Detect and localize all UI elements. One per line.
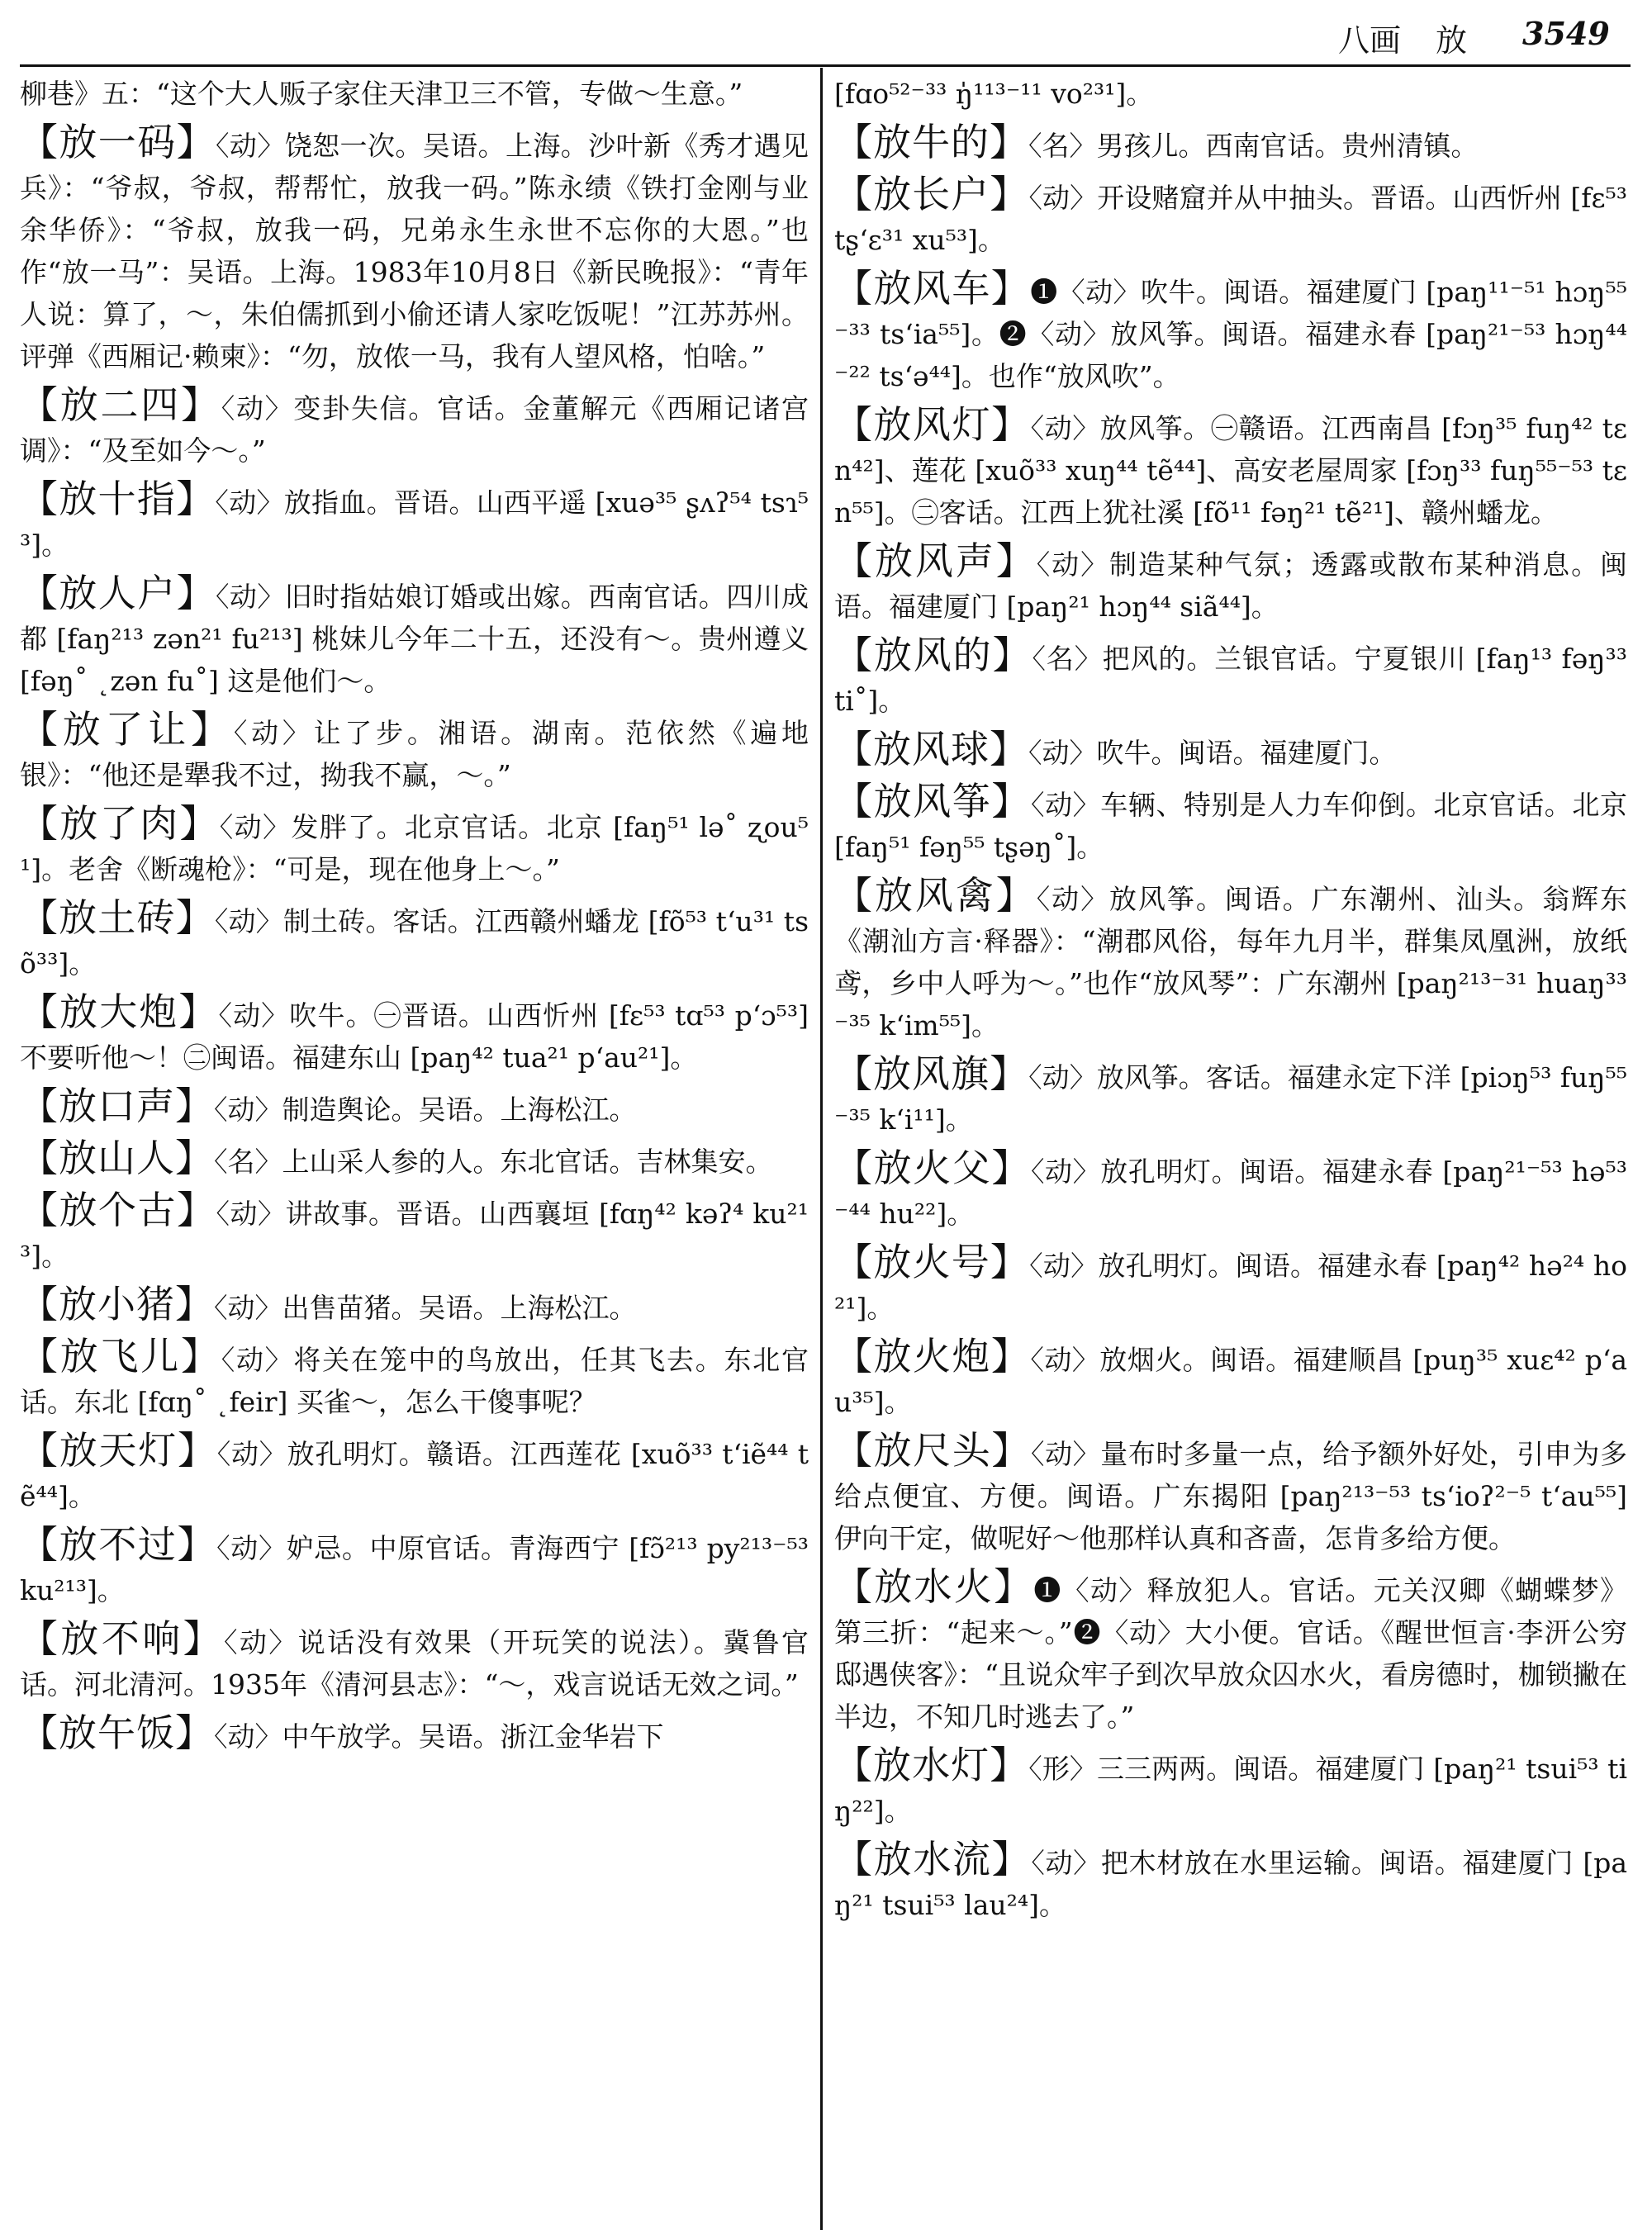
left-column [20, 73, 809, 2220]
entry-definition: 〈动〉中午放学。吴语。浙江金华岩下 [214, 1720, 664, 1753]
dictionary-entry [20, 572, 809, 702]
page-number: 3549 [1522, 15, 1610, 52]
entry-definition: 〈动〉把木材放在水里运输。闽语。福建厦门 [paŋ²¹ tsui⁵³ lau²⁴]。 [834, 1847, 1627, 1921]
dictionary-entry [20, 1336, 809, 1423]
entry-headword: 【放飞儿】 [20, 1334, 221, 1378]
entry-headword: 【放小猪】 [20, 1282, 214, 1326]
entry-definition: 〈动〉出售苗猪。吴语。上海松江。 [214, 1292, 637, 1324]
dictionary-entry [834, 1147, 1627, 1235]
dictionary-entry [834, 1336, 1627, 1423]
continuation-text: [fɑo⁵²⁻³³ ŋ̍¹¹³⁻¹¹ vo²³¹]。 [834, 78, 1154, 110]
entry-definition: 〈动〉发胖了。北京官话。北京 [faŋ⁵¹ lə˚ ʐou⁵¹]。老舍《断魂枪》：“可是，现在他身上～。” [20, 811, 809, 885]
entry-headword: 【放风筝】 [834, 779, 1031, 823]
entry-definition: 〈名〉把风的。兰银官话。宁夏银川 [faŋ¹³ fəŋ³³ ti˚]。 [834, 643, 1627, 717]
entry-definition: 〈动〉说话没有效果（开玩笑的说法）。冀鲁官话。河北清河。1935年《清河县志》：“～，戏言说话无效之词。” [20, 1626, 809, 1701]
entry-definition: 〈动〉放风筝。㊀赣语。江西南昌 [fɔŋ³⁵ fuŋ⁴² tɛn⁴²]、莲花 [xuõ³³ xuŋ⁴⁴ tẽ⁴⁴]、高安老屋周家 [fɔŋ³³ fuŋ⁵⁵⁻⁵³ tɛn⁵⁵]。㊁客话。江西上犹社溪 [fõ¹¹ fəŋ²¹ tẽ²¹]、赣州蟠龙。 [834, 412, 1627, 529]
dictionary-entry [834, 1053, 1627, 1141]
page-header [0, 0, 1652, 66]
header-stroke-category: 八画 [1338, 22, 1402, 59]
entry-headword: 【放土砖】 [20, 895, 215, 940]
entry-headword: 【放水流】 [834, 1837, 1032, 1881]
dictionary-entry [20, 1712, 809, 1758]
entry-definition: 〈动〉饶恕一次。吴语。上海。沙叶新《秀才遇见兵》：“爷叔，爷叔，帮帮忙，放我一码。”陈永绩《铁打金刚与业余华侨》：“爷叔，放我一码，兄弟永生永世不忘你的大恩。”也作“放一马”：吴语。上海。1983年10月8日《新民晚报》：“青年人说：算了，～，朱伯儒抓到小偷还请人家吃饭呢！”江苏苏州。评弹《西厢记·赖柬》：“勿，放侬一马，我有人望风格，怕啥。” [20, 130, 809, 372]
entry-definition: 〈形〉三三两两。闽语。福建厦门 [paŋ²¹ tsui⁵³ tiŋ²²]。 [834, 1753, 1627, 1827]
dictionary-entry [834, 634, 1627, 722]
entry-headword: 【放风旗】 [834, 1051, 1029, 1096]
entry-definition: 〈动〉吹牛。㊀晋语。山西忻州 [fɛ⁵³ tɑ⁵³ p‘ɔ⁵³] 不要听他～！㊁闽语。福建东山 [paŋ⁴² tua²¹ p‘au²¹]。 [20, 999, 809, 1074]
entry-definition: 〈动〉开设赌窟并从中抽头。晋语。山西忻州 [fɛ⁵³ tʂ‘ɛ³¹ xu⁵³]。 [834, 182, 1627, 256]
entry-headword: 【放风灯】 [834, 402, 1031, 447]
dictionary-entry [834, 1744, 1627, 1832]
entry-headword: 【放尺头】 [834, 1428, 1031, 1473]
entry-definition: 〈动〉放孔明灯。闽语。福建永春 [paŋ⁴² hə²⁴ ho²¹]。 [834, 1250, 1627, 1324]
entry-definition: 〈动〉制造舆论。吴语。上海松江。 [214, 1094, 637, 1126]
header-character: 放 [1436, 22, 1468, 59]
entry-headword: 【放人户】 [20, 571, 216, 615]
entry-definition: 〈动〉量布时多量一点，给予额外好处，引申为多给点便宜、方便。闽语。广东揭阳 [paŋ²¹³⁻⁵³ ts‘ioʔ²⁻⁵ t‘au⁵⁵] 伊向干定，做呢好～他那样认真和吝啬，怎肯多给方便。 [834, 1438, 1627, 1554]
dictionary-entry [834, 728, 1627, 774]
entry-definition: 〈名〉男孩儿。西南官话。贵州清镇。 [1028, 130, 1479, 162]
entry-definition: 〈动〉妒忌。中原官话。青海西宁 [fɔ̃²¹³ py²¹³⁻⁵³ ku²¹³]。 [20, 1532, 809, 1606]
header-rule [20, 64, 1631, 67]
dictionary-entry [20, 478, 809, 566]
entry-definition: ❶〈动〉吹牛。闽语。福建厦门 [paŋ¹¹⁻⁵¹ hɔŋ⁵⁵⁻³³ ts‘ia⁵⁵]。❷〈动〉放风筝。闽语。福建永春 [paŋ²¹⁻⁵³ hɔŋ⁴⁴⁻²² ts‘ə⁴⁴]。也作“放风吹”。 [834, 276, 1627, 392]
entry-headword: 【放牛的】 [834, 120, 1028, 164]
entry-definition: 〈动〉制造某种气氛；透露或散布某种消息。闽语。福建厦门 [paŋ²¹ hɔŋ⁴⁴ siã⁴⁴]。 [834, 548, 1627, 623]
entry-headword: 【放十指】 [20, 477, 216, 521]
dictionary-entry [20, 1430, 809, 1517]
right-column [834, 73, 1627, 2220]
entry-headword: 【放火炮】 [834, 1334, 1031, 1378]
entry-definition: 〈动〉放指血。晋语。山西平遥 [xuə³⁵ ʂʌʔ⁵⁴ tsɿ⁵³]。 [20, 486, 809, 561]
entry-definition: ❶〈动〉释放犯人。官话。元关汉卿《蝴蝶梦》第三折：“起来～。”❷〈动〉大小便。官话。《醒世恒言·李汧公穷邸遇侠客》：“且说众牢子到次早放众囚水火，看房德时，枷锁撇在半边，不知几时逃去了。” [834, 1574, 1627, 1733]
entry-definition: 〈动〉制土砖。客话。江西赣州蟠龙 [fõ⁵³ t‘u³¹ tsõ³³]。 [20, 905, 809, 980]
entry-definition: 〈动〉放烟火。闽语。福建顺昌 [puŋ³⁵ xuɛ⁴² p‘au³⁵]。 [834, 1344, 1627, 1418]
entry-headword: 【放火号】 [834, 1240, 1030, 1284]
entry-headword: 【放不响】 [20, 1616, 224, 1661]
dictionary-entry [20, 897, 809, 985]
entry-definition: 〈动〉放风筝。闽语。广东潮州、汕头。翁辉东《潮汕方言·释器》：“潮郡风俗，每年九月半，群集凤凰洲，放纸鸢，乡中人呼为～。”也作“放风琴”：广东潮州 [paŋ²¹³⁻³¹ huaŋ³³⁻³⁵ k‘im⁵⁵]。 [834, 883, 1627, 1041]
dictionary-entry [834, 173, 1627, 261]
column-divider [820, 68, 823, 2230]
entry-headword: 【放山人】 [20, 1136, 214, 1180]
dictionary-entry [20, 1189, 809, 1277]
entry-headword: 【放大炮】 [20, 989, 219, 1034]
entry-headword: 【放一码】 [20, 120, 216, 164]
entry-definition: 〈动〉吹牛。闽语。福建厦门。 [1028, 737, 1397, 769]
dictionary-entry [20, 1618, 809, 1706]
entry-definition: 〈动〉变卦失信。官话。金董解元《西厢记诸宫调》：“及至如今～。” [20, 392, 809, 467]
entry-definition: 〈动〉旧时指姑娘订婚或出嫁。西南官话。四川成都 [faŋ²¹³ zən²¹ fu²¹³] 桃妹儿今年二十五，还没有～。贵州遵义 [fəŋ˚ ˛zən fu˚] 这是他们～。 [20, 581, 809, 697]
continuation-text: 柳巷》五：“这个大人贩子家住天津卫三不管，专做～生意。” [20, 78, 743, 110]
dictionary-entry [834, 1839, 1627, 1926]
dictionary-entry [834, 875, 1627, 1046]
dictionary-entry [834, 1566, 1627, 1738]
entry-headword: 【放了肉】 [20, 801, 220, 846]
entry-headword: 【放午饭】 [20, 1710, 214, 1755]
dictionary-entry [20, 121, 809, 377]
dictionary-entry [834, 121, 1627, 167]
dictionary-entry [20, 991, 809, 1079]
dictionary-entry [20, 1524, 809, 1611]
entry-headword: 【放风球】 [834, 727, 1028, 771]
entry-list-left [20, 121, 809, 1758]
dictionary-entry [834, 404, 1627, 534]
entry-definition: 〈名〉上山采人参的人。东北官话。吉林集安。 [214, 1146, 773, 1178]
entry-headword: 【放风声】 [834, 539, 1037, 583]
entry-definition: 〈动〉让了步。湘语。湖南。范依然《遍地银》：“他还是犟我不过，拗我不赢，～。” [20, 717, 809, 791]
entry-definition: 〈动〉将关在笼中的鸟放出，任其飞去。东北官话。东北 [fɑŋ˚ ˛feir] 买雀～，怎么干傻事呢？ [20, 1344, 809, 1418]
dictionary-entry [20, 803, 809, 890]
entry-headword: 【放个古】 [20, 1188, 216, 1232]
entry-definition: 〈动〉放孔明灯。闽语。福建永春 [paŋ²¹⁻⁵³ hə⁵³⁻⁴⁴ hu²²]。 [834, 1155, 1627, 1230]
entry-headword: 【放风禽】 [834, 873, 1037, 918]
dictionary-entry [834, 1430, 1627, 1559]
entry-headword: 【放二四】 [20, 382, 221, 427]
entry-headword: 【放了让】 [20, 707, 234, 752]
entry-headword: 【放天灯】 [20, 1428, 217, 1473]
dictionary-entry [834, 268, 1627, 397]
entry-headword: 【放风车】 [834, 266, 1031, 311]
entry-headword: 【放不过】 [20, 1522, 217, 1567]
entry-headword: 【放水灯】 [834, 1743, 1029, 1787]
entry-definition: 〈动〉放风筝。客话。福建永定下洋 [piɔŋ⁵³ fuŋ⁵⁵⁻³⁵ k‘i¹¹]。 [834, 1061, 1627, 1136]
entry-definition: 〈动〉讲故事。晋语。山西襄垣 [fɑŋ⁴² kəʔ⁴ ku²¹³]。 [20, 1198, 809, 1272]
dictionary-entry [20, 1283, 809, 1329]
entry-headword: 【放长户】 [834, 172, 1029, 216]
dictionary-entry [20, 709, 809, 796]
entry-definition: 〈动〉车辆、特别是人力车仰倒。北京官话。北京 [faŋ⁵¹ fəŋ⁵⁵ tʂəŋ˚]。 [834, 789, 1627, 863]
entry-headword: 【放口声】 [20, 1084, 214, 1128]
dictionary-entry [20, 384, 809, 472]
dictionary-entry [834, 1241, 1627, 1329]
entry-headword: 【放风的】 [834, 633, 1032, 677]
entry-headword: 【放水火】 [834, 1564, 1034, 1609]
entry-list-right [834, 121, 1627, 1926]
entry-definition: 〈动〉放孔明灯。赣语。江西莲花 [xuõ³³ t‘iẽ⁴⁴ tẽ⁴⁴]。 [20, 1438, 809, 1512]
entry-headword: 【放火父】 [834, 1146, 1031, 1190]
dictionary-entry [20, 1137, 809, 1183]
dictionary-entry [20, 1085, 809, 1131]
dictionary-entry [834, 540, 1627, 628]
dictionary-entry [834, 780, 1627, 868]
